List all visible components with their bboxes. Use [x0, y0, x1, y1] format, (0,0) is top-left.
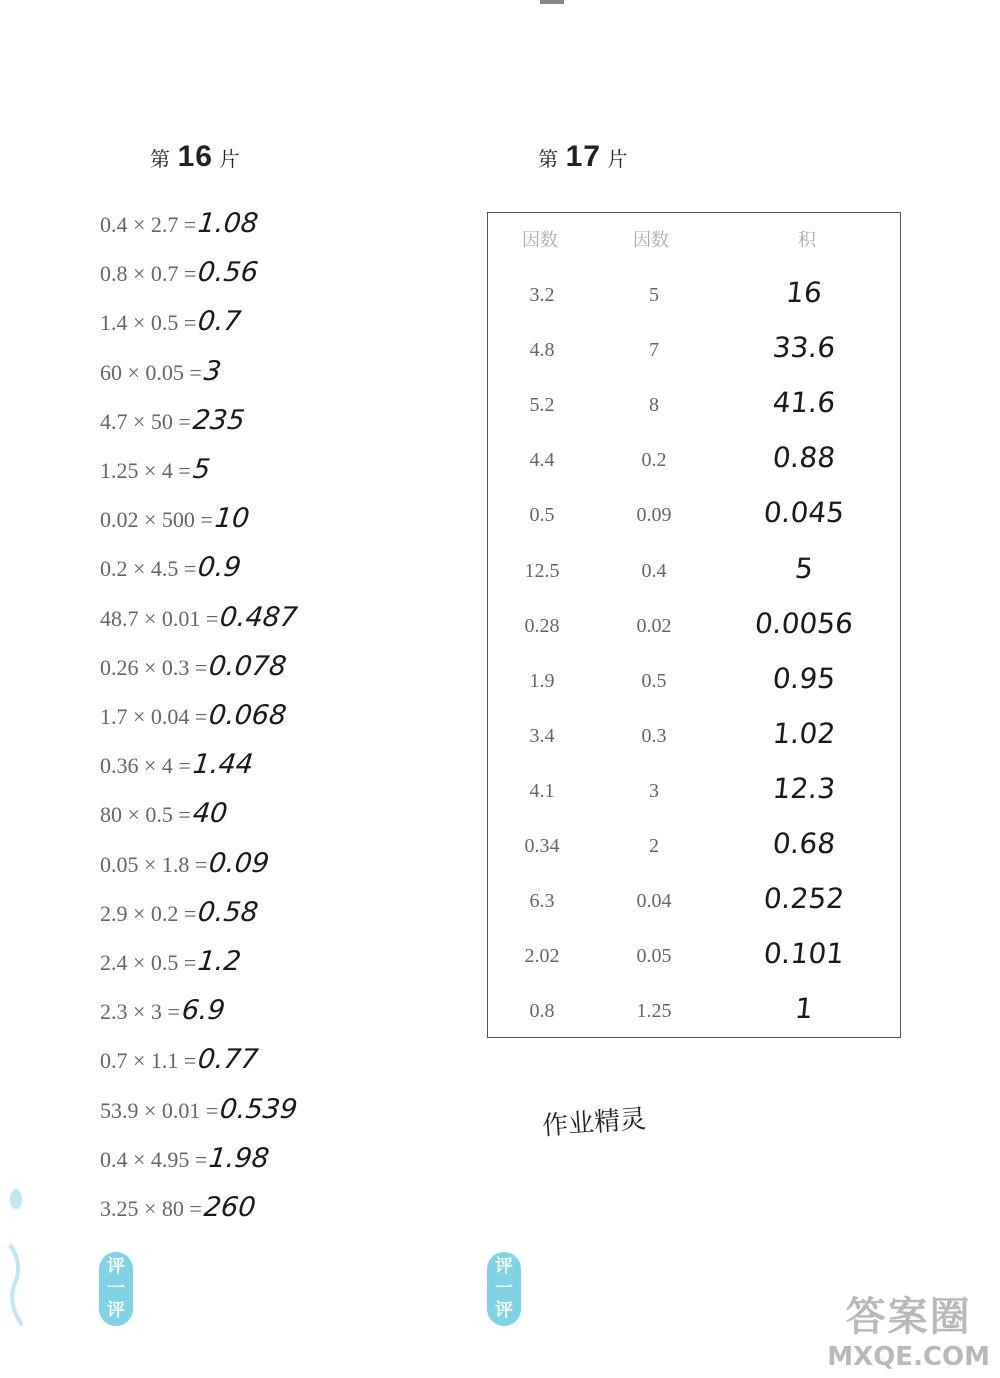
equation-row: [100, 503, 249, 543]
equation-answer: 0.77: [196, 1044, 261, 1076]
table-cell-product: 1.02: [771, 716, 837, 750]
table-cell-factor-2: 0.02: [636, 614, 672, 637]
equation-answer: 0.58: [196, 896, 261, 928]
equation-expression: 0.26 × 0.3 =: [100, 654, 208, 680]
table-cell-factor-1: 0.34: [524, 835, 560, 857]
equation-expression: 1.25 × 4 =: [100, 458, 191, 483]
table-cell-factor-2: 0.4: [641, 559, 667, 582]
table-cell-product: 0.68: [771, 827, 837, 860]
equation-answer: 0.09: [207, 847, 272, 879]
review-badge-right-char-1: 评: [495, 1256, 513, 1277]
table-cell-factor-1: 3.2: [529, 284, 555, 306]
equation-answer: 40: [191, 798, 229, 830]
equation-answer: 3: [202, 355, 223, 387]
equation-row: [100, 208, 261, 248]
equation-answer: 0.7: [196, 306, 243, 338]
equation-row: [100, 404, 247, 445]
equation-expression: 0.05 × 1.8 =: [100, 851, 208, 877]
equation-row: [100, 651, 287, 691]
table-cell-factor-1: 5.2: [529, 394, 555, 417]
table-cell-factor-1: 0.28: [524, 614, 560, 637]
equation-expression: 0.2 × 4.5 =: [100, 556, 197, 582]
equation-expression: 53.9 × 0.01 =: [100, 1097, 219, 1123]
card-17-title-number: 17: [565, 140, 601, 173]
equation-row: [100, 454, 210, 494]
table-cell-factor-1: 2.02: [524, 945, 560, 968]
table-cell-factor-1: 4.8: [529, 339, 555, 362]
equation-row: [100, 306, 241, 346]
table-cell-product: 0.0056: [753, 606, 855, 640]
table-cell-product: 0.88: [771, 441, 837, 475]
equation-answer: 1.08: [196, 208, 261, 239]
review-badge-left-char-3: 评: [107, 1300, 125, 1321]
equation-expression: 1.4 × 0.5 =: [100, 310, 197, 336]
equation-expression: 2.9 × 0.2 =: [100, 900, 197, 926]
table-cell-factor-2: 0.04: [636, 890, 672, 913]
review-badge-left-char-2: 一: [107, 1278, 125, 1299]
review-badge-right-char-3: 评: [495, 1300, 513, 1321]
table-cell-factor-2: 1.25: [636, 1000, 672, 1023]
table-cell-factor-2: 0.2: [641, 449, 667, 472]
equation-expression: 0.4 × 2.7 =: [100, 212, 197, 237]
card-16-title: [150, 140, 241, 174]
table-cell-factor-2: 5: [649, 284, 659, 306]
equation-answer: 10: [213, 503, 251, 535]
equation-row: [100, 257, 261, 297]
table-cell-factor-1: 1.9: [529, 669, 555, 692]
review-badge-right: [487, 1252, 521, 1326]
equation-expression: 2.4 × 0.5 =: [100, 950, 197, 975]
equation-answer: 1.98: [207, 1142, 272, 1174]
equation-expression: 1.7 × 0.04 =: [100, 704, 208, 729]
equation-answer: 6.9: [180, 995, 227, 1027]
decorative-squiggle-icon: [4, 1185, 44, 1335]
equation-answer: 1.2: [196, 946, 243, 977]
watermark-logo-text: 答案圈: [845, 1294, 972, 1340]
table-cell-factor-1: 12.5: [524, 559, 560, 582]
equation-answer: 0.539: [218, 1093, 300, 1125]
table-cell-factor-2: 0.5: [641, 669, 667, 692]
watermark-site-text: MXQE.COM: [827, 1342, 990, 1372]
equation-row: [100, 946, 241, 986]
equation-row: [100, 1094, 298, 1134]
equation-answer: 0.56: [196, 257, 261, 289]
equation-answer: 0.487: [218, 601, 300, 633]
equation-row: [100, 995, 225, 1035]
card-17-title: [538, 140, 629, 174]
equation-expression: 4.7 × 50 =: [100, 408, 191, 434]
equation-row: [100, 749, 253, 789]
equation-answer: 5: [191, 454, 212, 485]
table-cell-product: 0.101: [762, 937, 846, 971]
card-16-title-suffix: 片: [219, 149, 241, 171]
review-badge-left-char-1: 评: [107, 1256, 125, 1277]
equation-expression: 0.02 × 500 =: [100, 507, 213, 533]
equation-answer: 260: [202, 1192, 258, 1223]
table-cell-product: 0.95: [771, 661, 837, 695]
equation-answer: 1.44: [191, 749, 255, 781]
table-cell-factor-2: 0.09: [636, 504, 672, 527]
watermark: [827, 1285, 990, 1372]
table-cell-product: 1: [793, 992, 815, 1026]
table-cell-product: 41.6: [771, 386, 837, 420]
equation-row: [100, 1192, 258, 1232]
table-header-factor-1: 因数: [522, 230, 558, 250]
equation-row: [100, 356, 221, 396]
card-17-title-prefix: 第: [538, 149, 559, 171]
table-cell-product: 0.252: [762, 882, 846, 916]
table-cell-factor-1: 3.4: [529, 724, 555, 747]
equation-expression: 48.7 × 0.01 =: [100, 605, 219, 631]
table-cell-product: 16: [784, 276, 824, 309]
equation-expression: 60 × 0.05 =: [100, 359, 202, 385]
equation-expression: 2.3 × 3 =: [100, 999, 180, 1025]
table-cell-product: 0.045: [762, 496, 846, 530]
table-cell-factor-1: 0.5: [529, 504, 555, 527]
equation-answer: 0.9: [196, 552, 243, 584]
review-badge-right-char-2: 一: [495, 1278, 513, 1299]
card-16-title-number: 16: [177, 140, 213, 173]
page-top-mark: [540, 0, 564, 4]
equation-answer: 0.068: [207, 700, 289, 731]
table-cell-factor-2: 0.05: [636, 945, 672, 968]
card-17-title-suffix: 片: [607, 149, 629, 171]
equation-expression: 80 × 0.5 =: [100, 802, 191, 828]
table-cell-factor-1: 4.1: [529, 779, 555, 802]
equation-expression: 0.4 × 4.95 =: [100, 1146, 208, 1172]
equation-answer: 0.078: [207, 650, 289, 682]
table-header-product: 积: [798, 230, 816, 250]
equation-row: [100, 700, 287, 740]
table-cell-factor-1: 6.3: [529, 890, 555, 913]
table-cell-factor-2: 3: [649, 779, 659, 802]
review-badge-left: [99, 1252, 133, 1326]
table-cell-factor-1: 0.8: [529, 1000, 555, 1023]
equation-expression: 0.8 × 0.7 =: [100, 261, 197, 287]
table-cell-factor-2: 7: [649, 339, 659, 362]
table-cell-factor-2: 2: [649, 835, 659, 857]
table-header-factor-2: 因数: [633, 230, 669, 250]
table-cell-factor-2: 8: [649, 394, 659, 417]
equation-row: [100, 798, 227, 838]
equation-expression: 3.25 × 80 =: [100, 1196, 202, 1221]
equation-row: [100, 552, 241, 592]
equation-expression: 0.7 × 1.1 =: [100, 1048, 197, 1074]
equation-row: [100, 896, 261, 937]
equation-answer: 235: [191, 404, 247, 436]
equation-expression: 0.36 × 4 =: [100, 753, 191, 779]
table-cell-product: 33.6: [771, 331, 837, 365]
table-cell-product: 12.3: [771, 771, 837, 805]
equation-row: [100, 1044, 261, 1084]
equation-row: [100, 847, 272, 888]
equation-row: [100, 602, 298, 642]
handwritten-note: 作业精灵: [541, 1104, 648, 1142]
equation-row: [100, 1142, 272, 1183]
table-cell-factor-2: 0.3: [641, 724, 667, 747]
table-cell-product: 5: [793, 551, 815, 585]
card-16-title-prefix: 第: [150, 149, 171, 171]
table-cell-factor-1: 4.4: [529, 449, 555, 472]
